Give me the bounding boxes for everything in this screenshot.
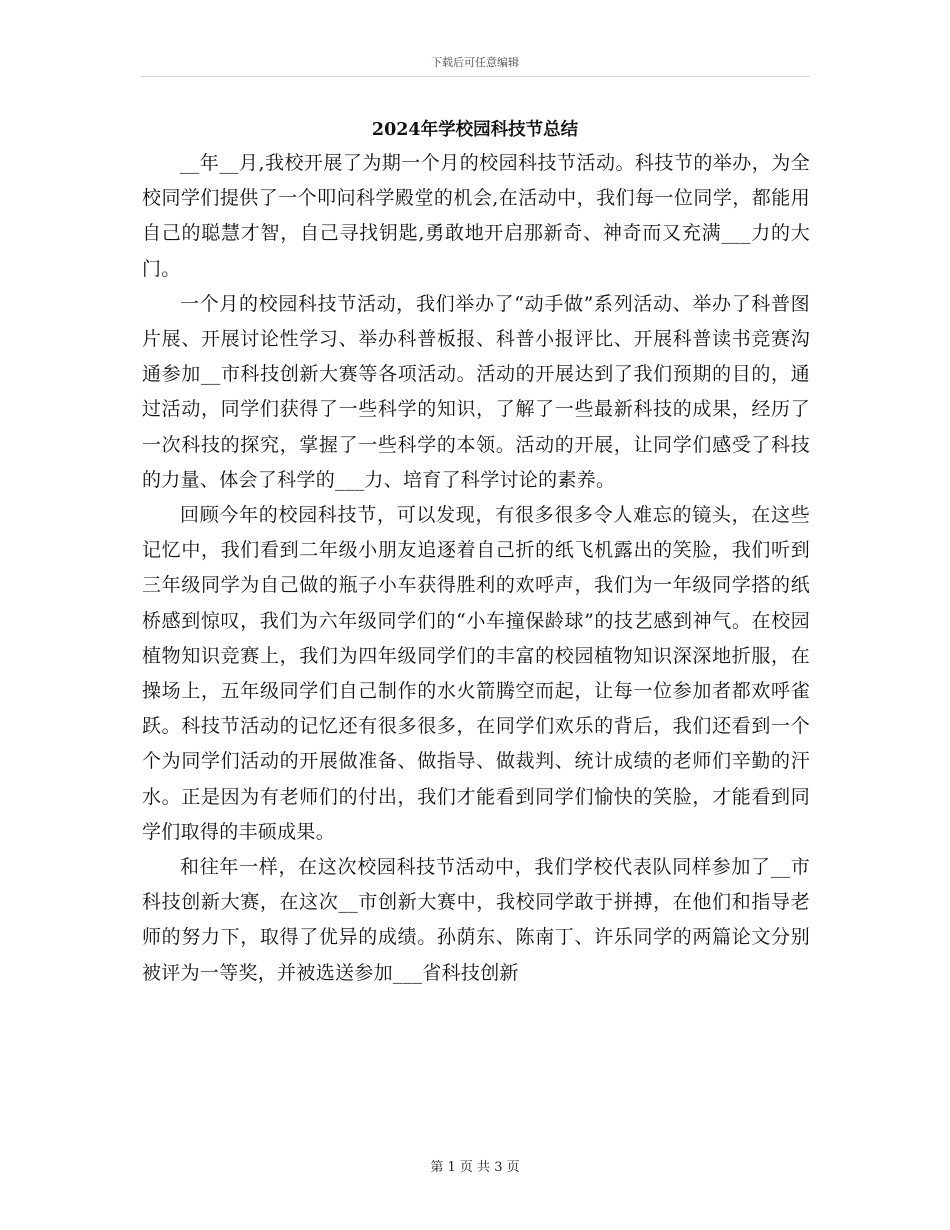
paragraph: 一个月的校园科技节活动，我们举办了“动手做”系列活动、举办了科普图片展、开展讨论性学习、举办科普板报、科普小报评比、开展科普读书竞赛沟通参加__市科技创新大赛等各项活动。活动的开展达到了我们预期的目的，通过活动，同学们获得了一些科学的知识，了解了一些最新科技的成果，经历了一次科技的探究，掌握了一些科学的本领。活动的开展，让同学们感受了科技的力量、体会了科学的___力、培育了科学讨论的素养。 bbox=[142, 292, 810, 491]
page-number: 第 1 页 共 3 页 bbox=[430, 1160, 520, 1175]
paragraph: __年__月,我校开展了为期一个月的校园科技节活动。科技节的举办，为全校同学们提供了一个叩问科学殿堂的机会,在活动中，我们每一位同学，都能用自己的聪慧才智，自己寻找钥匙,勇敢地开启那新奇、神奇而又充满___力的大门。 bbox=[142, 152, 810, 280]
header-divider bbox=[140, 76, 810, 77]
paragraph: 和往年一样，在这次校园科技节活动中，我们学校代表队同样参加了__市科技创新大赛，在这次__市创新大赛中，我校同学敢于拼搏，在他们和指导老师的努力下，取得了优异的成绩。孙荫东、陈南丁、许乐同学的两篇论文分别被评为一等奖，并被选送参加___省科技创新 bbox=[142, 856, 810, 984]
paragraph: 回顾今年的校园科技节，可以发现，有很多很多令人难忘的镜头，在这些记忆中，我们看到二年级小朋友追逐着自己折的纸飞机露出的笑脸，我们听到三年级同学为自己做的瓶子小车获得胜利的欢呼声，我们为一年级同学搭的纸桥感到惊叹，我们为六年级同学们的“小车撞保龄球”的技艺感到神气。在校园植物知识竞赛上，我们为四年级同学们的丰富的校园植物知识深深地折服，在操场上，五年级同学们自己制作的水火箭腾空而起，让每一位参加者都欢呼雀跃。科技节活动的记忆还有很多很多，在同学们欢乐的背后，我们还看到一个个为同学们活动的开展做准备、做指导、做裁判、统计成绩的老师们辛勤的汗水。正是因为有老师们的付出，我们才能看到同学们愉快的笑脸，才能看到同学们取得的丰硕成果。 bbox=[142, 504, 810, 843]
page-header-note: 下载后可任意编辑 bbox=[431, 56, 519, 69]
document-title: 2024年学校园科技节总结 bbox=[371, 120, 579, 140]
document-body bbox=[142, 146, 810, 991]
